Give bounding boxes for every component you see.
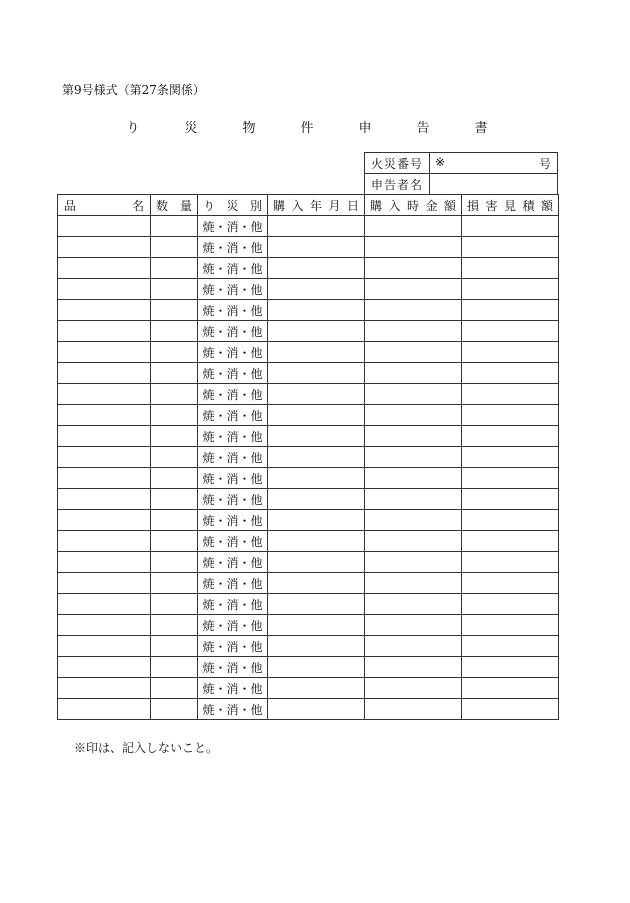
- purchase-date-cell[interactable]: [268, 405, 365, 426]
- header-char: 害: [485, 198, 498, 213]
- header-item-name: [58, 195, 151, 216]
- item-name-cell[interactable]: [58, 594, 151, 615]
- header-char: 額: [540, 198, 553, 213]
- loss-estimate-cell[interactable]: [462, 342, 559, 363]
- table-row: [58, 258, 559, 279]
- number-suffix: 号: [538, 157, 551, 171]
- purchase-price-cell[interactable]: [365, 447, 462, 468]
- loss-estimate-cell[interactable]: [462, 594, 559, 615]
- item-name-cell[interactable]: [58, 657, 151, 678]
- loss-estimate-cell[interactable]: [462, 300, 559, 321]
- table-row: [58, 531, 559, 552]
- damage-type-cell[interactable]: 焼・消・他: [198, 405, 268, 426]
- item-name-cell[interactable]: [58, 552, 151, 573]
- purchase-date-cell[interactable]: [268, 615, 365, 636]
- purchase-date-cell[interactable]: [268, 258, 365, 279]
- purchase-date-cell[interactable]: [268, 636, 365, 657]
- loss-estimate-cell[interactable]: [462, 384, 559, 405]
- header-char: 金: [425, 198, 438, 213]
- header-char: り: [203, 198, 216, 213]
- loss-estimate-cell[interactable]: [462, 657, 559, 678]
- purchase-price-cell[interactable]: [365, 363, 462, 384]
- table-row: [58, 657, 559, 678]
- table-row: [58, 489, 559, 510]
- damage-type-cell[interactable]: 焼・消・他: [198, 237, 268, 258]
- table-row: [58, 342, 559, 363]
- item-name-cell[interactable]: [58, 489, 151, 510]
- header-purchase-price: [365, 195, 462, 216]
- quantity-cell[interactable]: [151, 678, 198, 699]
- header-loss-estimate: [462, 195, 559, 216]
- table-row: [58, 678, 559, 699]
- purchase-price-cell[interactable]: [365, 237, 462, 258]
- item-name-cell[interactable]: [58, 468, 151, 489]
- damage-type-cell[interactable]: 焼・消・他: [198, 657, 268, 678]
- item-name-cell[interactable]: [58, 636, 151, 657]
- purchase-date-cell[interactable]: [268, 384, 365, 405]
- reporter-name-label: 申告者名: [365, 174, 430, 195]
- item-name-cell[interactable]: [58, 216, 151, 237]
- table-row: [58, 237, 559, 258]
- damage-type-cell[interactable]: 焼・消・他: [198, 258, 268, 279]
- damage-type-cell[interactable]: 焼・消・他: [198, 489, 268, 510]
- item-name-cell[interactable]: [58, 384, 151, 405]
- purchase-date-cell[interactable]: [268, 531, 365, 552]
- damage-type-cell[interactable]: 焼・消・他: [198, 468, 268, 489]
- purchase-price-cell[interactable]: [365, 678, 462, 699]
- loss-estimate-cell[interactable]: [462, 216, 559, 237]
- item-name-cell[interactable]: [58, 405, 151, 426]
- item-name-cell[interactable]: [58, 447, 151, 468]
- table-row: [58, 363, 559, 384]
- table-row: [58, 573, 559, 594]
- damage-type-cell[interactable]: 焼・消・他: [198, 384, 268, 405]
- damage-type-cell[interactable]: 焼・消・他: [198, 342, 268, 363]
- purchase-price-cell[interactable]: [365, 426, 462, 447]
- table-row: [58, 636, 559, 657]
- header-char: 額: [443, 198, 456, 213]
- damage-type-cell[interactable]: 焼・消・他: [198, 699, 268, 720]
- header-char: 入: [291, 198, 304, 213]
- purchase-price-cell[interactable]: [365, 300, 462, 321]
- purchase-date-cell[interactable]: [268, 552, 365, 573]
- loss-estimate-cell[interactable]: [462, 321, 559, 342]
- purchase-date-cell[interactable]: [268, 216, 365, 237]
- purchase-price-cell[interactable]: [365, 216, 462, 237]
- header-char: 見: [503, 198, 516, 213]
- damage-type-cell[interactable]: 焼・消・他: [198, 321, 268, 342]
- item-name-cell[interactable]: [58, 699, 151, 720]
- purchase-date-cell[interactable]: [268, 510, 365, 531]
- item-name-cell[interactable]: [58, 363, 151, 384]
- item-name-cell[interactable]: [58, 279, 151, 300]
- purchase-price-cell[interactable]: [365, 552, 462, 573]
- item-name-cell[interactable]: [58, 237, 151, 258]
- damage-type-cell[interactable]: 焼・消・他: [198, 573, 268, 594]
- reporter-name-field[interactable]: [430, 174, 558, 195]
- form-number: 第9号様式（第27条関係）: [62, 83, 205, 97]
- item-name-cell[interactable]: [58, 258, 151, 279]
- damage-type-cell[interactable]: 焼・消・他: [198, 594, 268, 615]
- quantity-cell[interactable]: [151, 657, 198, 678]
- quantity-cell[interactable]: [151, 300, 198, 321]
- loss-estimate-cell[interactable]: [462, 636, 559, 657]
- loss-estimate-cell[interactable]: [462, 447, 559, 468]
- purchase-date-cell[interactable]: [268, 657, 365, 678]
- purchase-price-cell[interactable]: [365, 489, 462, 510]
- loss-estimate-cell[interactable]: [462, 552, 559, 573]
- damage-type-cell[interactable]: 焼・消・他: [198, 279, 268, 300]
- fire-number-label: 火災番号: [365, 153, 430, 174]
- item-name-cell[interactable]: [58, 510, 151, 531]
- purchase-date-cell[interactable]: [268, 300, 365, 321]
- loss-estimate-cell[interactable]: [462, 258, 559, 279]
- quantity-cell[interactable]: [151, 384, 198, 405]
- purchase-price-cell[interactable]: [365, 699, 462, 720]
- header-char: 年: [309, 198, 322, 213]
- quantity-cell[interactable]: [151, 615, 198, 636]
- quantity-cell[interactable]: [151, 426, 198, 447]
- header-char: 時: [406, 198, 419, 213]
- purchase-date-cell[interactable]: [268, 678, 365, 699]
- table-row: [58, 405, 559, 426]
- item-name-cell[interactable]: [58, 573, 151, 594]
- purchase-price-cell[interactable]: [365, 615, 462, 636]
- table-row: [58, 300, 559, 321]
- damage-type-cell[interactable]: 焼・消・他: [198, 552, 268, 573]
- damage-type-cell[interactable]: 焼・消・他: [198, 363, 268, 384]
- loss-estimate-cell[interactable]: [462, 531, 559, 552]
- header-char: 災: [226, 198, 239, 213]
- quantity-cell[interactable]: [151, 573, 198, 594]
- loss-estimate-cell[interactable]: [462, 678, 559, 699]
- table-row: [58, 468, 559, 489]
- table-row: [58, 594, 559, 615]
- item-name-cell[interactable]: [58, 342, 151, 363]
- damage-type-cell[interactable]: 焼・消・他: [198, 447, 268, 468]
- official-use-mark: ※: [435, 155, 446, 169]
- header-char: 月: [328, 198, 341, 213]
- damage-type-cell[interactable]: 焼・消・他: [198, 678, 268, 699]
- purchase-date-cell[interactable]: [268, 237, 365, 258]
- header-char: 量: [179, 198, 192, 213]
- loss-estimate-cell[interactable]: [462, 699, 559, 720]
- header-row: [58, 195, 559, 216]
- purchase-price-cell[interactable]: [365, 342, 462, 363]
- damage-type-cell[interactable]: 焼・消・他: [198, 300, 268, 321]
- purchase-price-cell[interactable]: [365, 405, 462, 426]
- purchase-price-cell[interactable]: [365, 384, 462, 405]
- quantity-cell[interactable]: [151, 531, 198, 552]
- purchase-price-cell[interactable]: [365, 510, 462, 531]
- header-char: 日: [346, 198, 359, 213]
- purchase-date-cell[interactable]: [268, 594, 365, 615]
- purchase-price-cell[interactable]: [365, 468, 462, 489]
- purchase-price-cell[interactable]: [365, 531, 462, 552]
- header-char: 積: [522, 198, 535, 213]
- quantity-cell[interactable]: [151, 279, 198, 300]
- purchase-price-cell[interactable]: [365, 594, 462, 615]
- loss-estimate-cell[interactable]: [462, 279, 559, 300]
- purchase-date-cell[interactable]: [268, 468, 365, 489]
- table-row: [58, 699, 559, 720]
- loss-estimate-cell[interactable]: [462, 489, 559, 510]
- header-char: 購: [370, 198, 383, 213]
- fire-number-field[interactable]: [430, 153, 558, 174]
- quantity-cell[interactable]: [151, 258, 198, 279]
- loss-estimate-cell[interactable]: [462, 237, 559, 258]
- purchase-price-cell[interactable]: [365, 573, 462, 594]
- purchase-date-cell[interactable]: [268, 321, 365, 342]
- header-purchase-date: [268, 195, 365, 216]
- header-char: 購: [273, 198, 286, 213]
- table-row: [58, 447, 559, 468]
- loss-estimate-cell[interactable]: [462, 615, 559, 636]
- loss-estimate-cell[interactable]: [462, 426, 559, 447]
- item-name-cell[interactable]: [58, 615, 151, 636]
- loss-estimate-cell[interactable]: [462, 363, 559, 384]
- purchase-date-cell[interactable]: [268, 489, 365, 510]
- quantity-cell[interactable]: [151, 699, 198, 720]
- quantity-cell[interactable]: [151, 489, 198, 510]
- quantity-cell[interactable]: [151, 342, 198, 363]
- purchase-date-cell[interactable]: [268, 279, 365, 300]
- quantity-cell[interactable]: [151, 552, 198, 573]
- quantity-cell[interactable]: [151, 363, 198, 384]
- loss-estimate-cell[interactable]: [462, 510, 559, 531]
- purchase-date-cell[interactable]: [268, 699, 365, 720]
- purchase-date-cell[interactable]: [268, 426, 365, 447]
- item-name-cell[interactable]: [58, 678, 151, 699]
- quantity-cell[interactable]: [151, 237, 198, 258]
- header-char: 名: [131, 198, 144, 213]
- fire-info-table: [364, 152, 558, 195]
- table-row: [58, 426, 559, 447]
- damage-type-cell[interactable]: 焼・消・他: [198, 510, 268, 531]
- table-row: [58, 510, 559, 531]
- item-name-cell[interactable]: [58, 321, 151, 342]
- table-row: [58, 552, 559, 573]
- header-char: 別: [249, 198, 262, 213]
- damage-type-cell[interactable]: 焼・消・他: [198, 531, 268, 552]
- purchase-date-cell[interactable]: [268, 573, 365, 594]
- purchase-price-cell[interactable]: [365, 636, 462, 657]
- damage-type-cell[interactable]: 焼・消・他: [198, 426, 268, 447]
- loss-estimate-cell[interactable]: [462, 573, 559, 594]
- quantity-cell[interactable]: [151, 216, 198, 237]
- header-char: 損: [467, 198, 480, 213]
- quantity-cell[interactable]: [151, 447, 198, 468]
- quantity-cell[interactable]: [151, 321, 198, 342]
- quantity-cell[interactable]: [151, 510, 198, 531]
- purchase-date-cell[interactable]: [268, 447, 365, 468]
- damage-type-cell[interactable]: 焼・消・他: [198, 636, 268, 657]
- header-char: 数: [156, 198, 169, 213]
- purchase-date-cell[interactable]: [268, 342, 365, 363]
- loss-estimate-cell[interactable]: [462, 405, 559, 426]
- quantity-cell[interactable]: [151, 594, 198, 615]
- quantity-cell[interactable]: [151, 636, 198, 657]
- purchase-date-cell[interactable]: [268, 363, 365, 384]
- purchase-price-cell[interactable]: [365, 321, 462, 342]
- item-name-cell[interactable]: [58, 531, 151, 552]
- purchase-price-cell[interactable]: [365, 279, 462, 300]
- quantity-cell[interactable]: [151, 468, 198, 489]
- header-char: 品: [64, 198, 77, 213]
- purchase-price-cell[interactable]: [365, 657, 462, 678]
- document-title: り 災 物 件 申 告 書: [126, 121, 504, 136]
- damaged-items-table: [57, 194, 559, 720]
- table-row: [58, 384, 559, 405]
- footnote: ※印は、記入しないこと。: [74, 741, 219, 755]
- loss-estimate-cell[interactable]: [462, 468, 559, 489]
- table-row: [58, 321, 559, 342]
- damage-type-cell[interactable]: 焼・消・他: [198, 615, 268, 636]
- quantity-cell[interactable]: [151, 405, 198, 426]
- item-name-cell[interactable]: [58, 426, 151, 447]
- table-row: [58, 279, 559, 300]
- table-row: [58, 216, 559, 237]
- item-name-cell[interactable]: [58, 300, 151, 321]
- header-quantity: [151, 195, 198, 216]
- damage-type-cell[interactable]: 焼・消・他: [198, 216, 268, 237]
- header-char: 入: [388, 198, 401, 213]
- header-damage-type: [198, 195, 268, 216]
- table-row: [58, 615, 559, 636]
- purchase-price-cell[interactable]: [365, 258, 462, 279]
